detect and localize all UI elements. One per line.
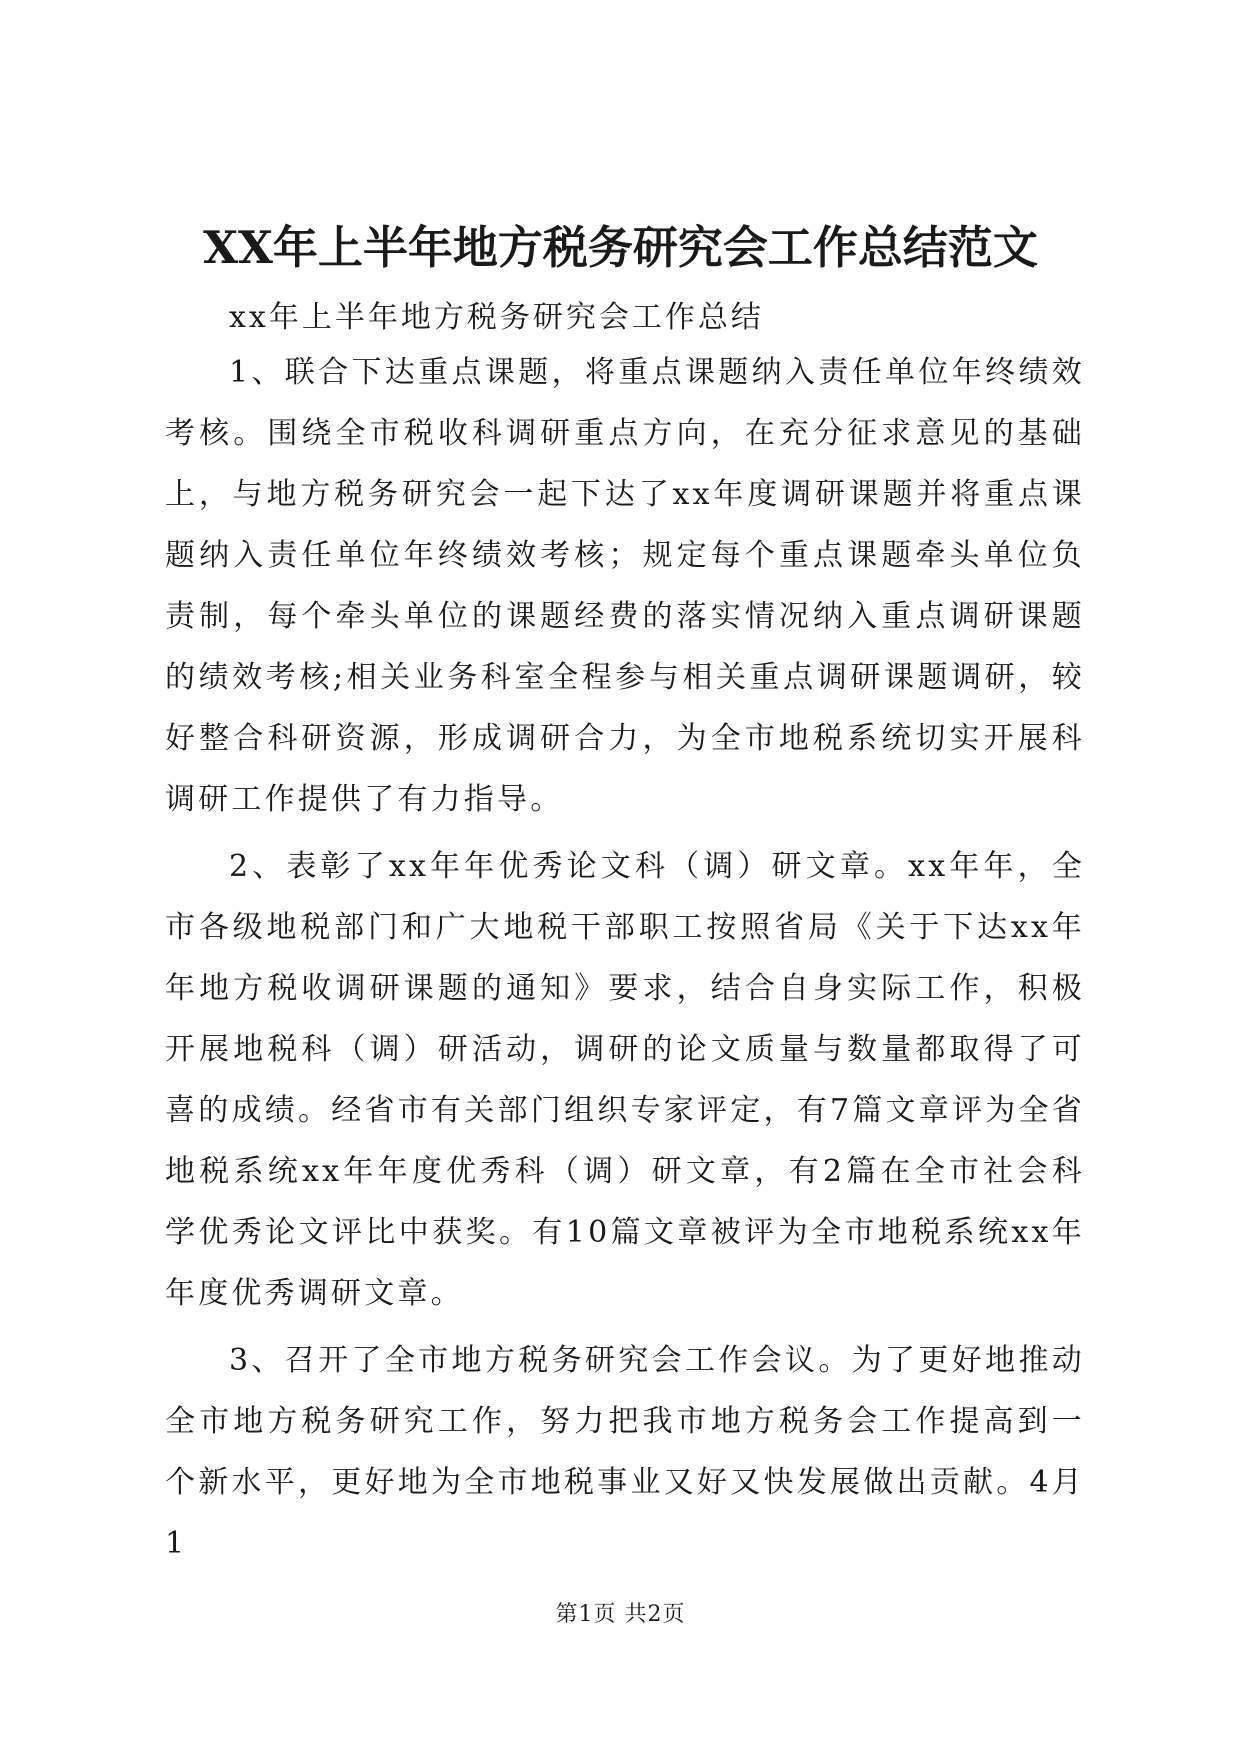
paragraph-2: 2、表彰了xx年年优秀论文科（调）研文章。xx年年，全市各级地税部门和广大地税干部职工按照省局《关于下达xx年年地方税收调研课题的通知》要求，结合自身实际工作，积极开展地税科（调）研活动，调研的论文质量与数量都取得了可喜的成绩。经省市有关部门组织专家评定，有7篇文章评为全省地税系统xx年年度优秀科（调）研文章，有2篇在全市社会科学优秀论文评比中获奖。有10篇文章被评为全市地税系统xx年年度优秀调研文章。 <box>165 849 1085 1311</box>
document-title: XX年上半年地方税务研究会工作总结范文 <box>203 221 1038 274</box>
page-number-footer: 第1页 共2页 <box>555 1602 686 1627</box>
paragraph-1: 1、联合下达重点课题，将重点课题纳入责任单位年终绩效考核。围绕全市税收科调研重点方向，在充分征求意见的基础上，与地方税务研究会一起下达了xx年度调研课题并将重点课题纳入责任单位年终绩效考核；规定每个重点课题牵头单位负责制，每个牵头单位的课题经费的落实情况纳入重点调研课题的绩效考核;相关业务科室全程参与相关重点调研课题调研，较好整合科研资源，形成调研合力，为全市地税系统切实开展科调研工作提供了有力指导。 <box>165 355 1085 817</box>
document-subtitle: xx年上半年地方税务研究会工作总结 <box>229 300 764 335</box>
paragraph-3: 3、召开了全市地方税务研究会工作会议。为了更好地推动全市地方税务研究工作，努力把我市地方税务会工作提高到一个新水平，更好地为全市地税事业又好又快发展做出贡献。4月1 <box>165 1343 1085 1561</box>
document-body <box>165 342 1085 1580</box>
